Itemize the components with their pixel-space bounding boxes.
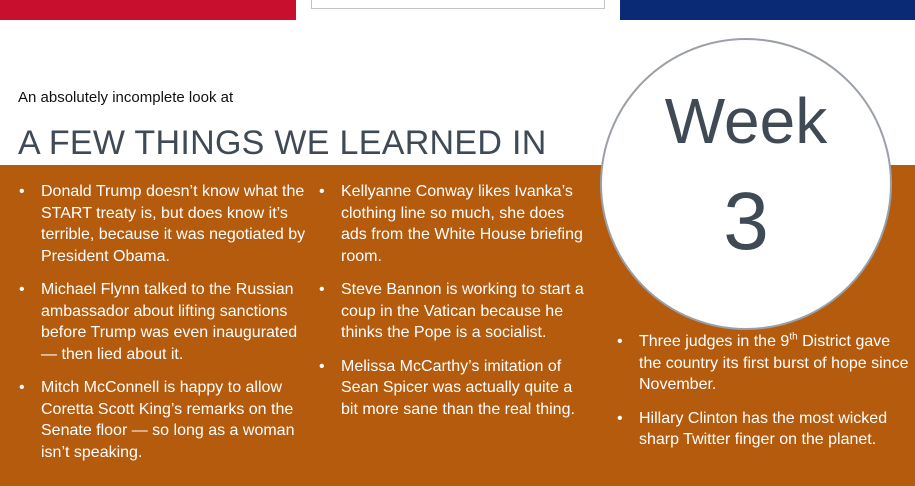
list-item: • Michael Flynn talked to the Russian ambassador about lifting sanctions before Trump was even inaugurated — then lied about it.: [17, 279, 307, 365]
list-item: [615, 331, 910, 396]
headline: A FEW THINGS WE LEARNED IN: [18, 124, 547, 162]
week-number: 3: [723, 176, 769, 267]
ordinal-suffix: th: [789, 331, 798, 343]
week-badge: [600, 38, 892, 330]
banner-blue-stripe: [620, 0, 915, 20]
list-item: • Donald Trump doesn’t know what the START treaty is, but does know it’s terrible, because it was negotiated by President Obama.: [17, 181, 307, 267]
column-2: [317, 181, 585, 432]
list-item: • Steve Bannon is working to start a coup in the Vatican because he thinks the Pope is a socialist.: [317, 279, 585, 344]
list-item: • Mitch McConnell is happy to allow Coretta Scott King’s remarks on the Senate floor — so long as a woman isn’t speaking.: [17, 377, 307, 463]
list-item: • Melissa McCarthy’s imitation of Sean Spicer was actually quite a bit more sane than the real thing.: [317, 356, 585, 421]
banner-red-stripe: [0, 0, 296, 20]
intro-text: An absolutely incomplete look at: [18, 89, 234, 106]
list-item-text-start: Three judges in the 9: [639, 333, 790, 350]
list-item-text-end: District gave the country its first burst of hope since November.: [639, 333, 909, 393]
list-item: • Kellyanne Conway likes Ivanka’s clothing line so much, she does ads from the White House briefing room.: [317, 181, 585, 267]
banner-white-stripe: [311, 0, 605, 9]
column-3: [615, 331, 910, 463]
column-1: [17, 181, 307, 475]
list-item: • Hillary Clinton has the most wicked sharp Twitter finger on the planet.: [615, 408, 910, 451]
week-label: Week: [664, 85, 828, 157]
